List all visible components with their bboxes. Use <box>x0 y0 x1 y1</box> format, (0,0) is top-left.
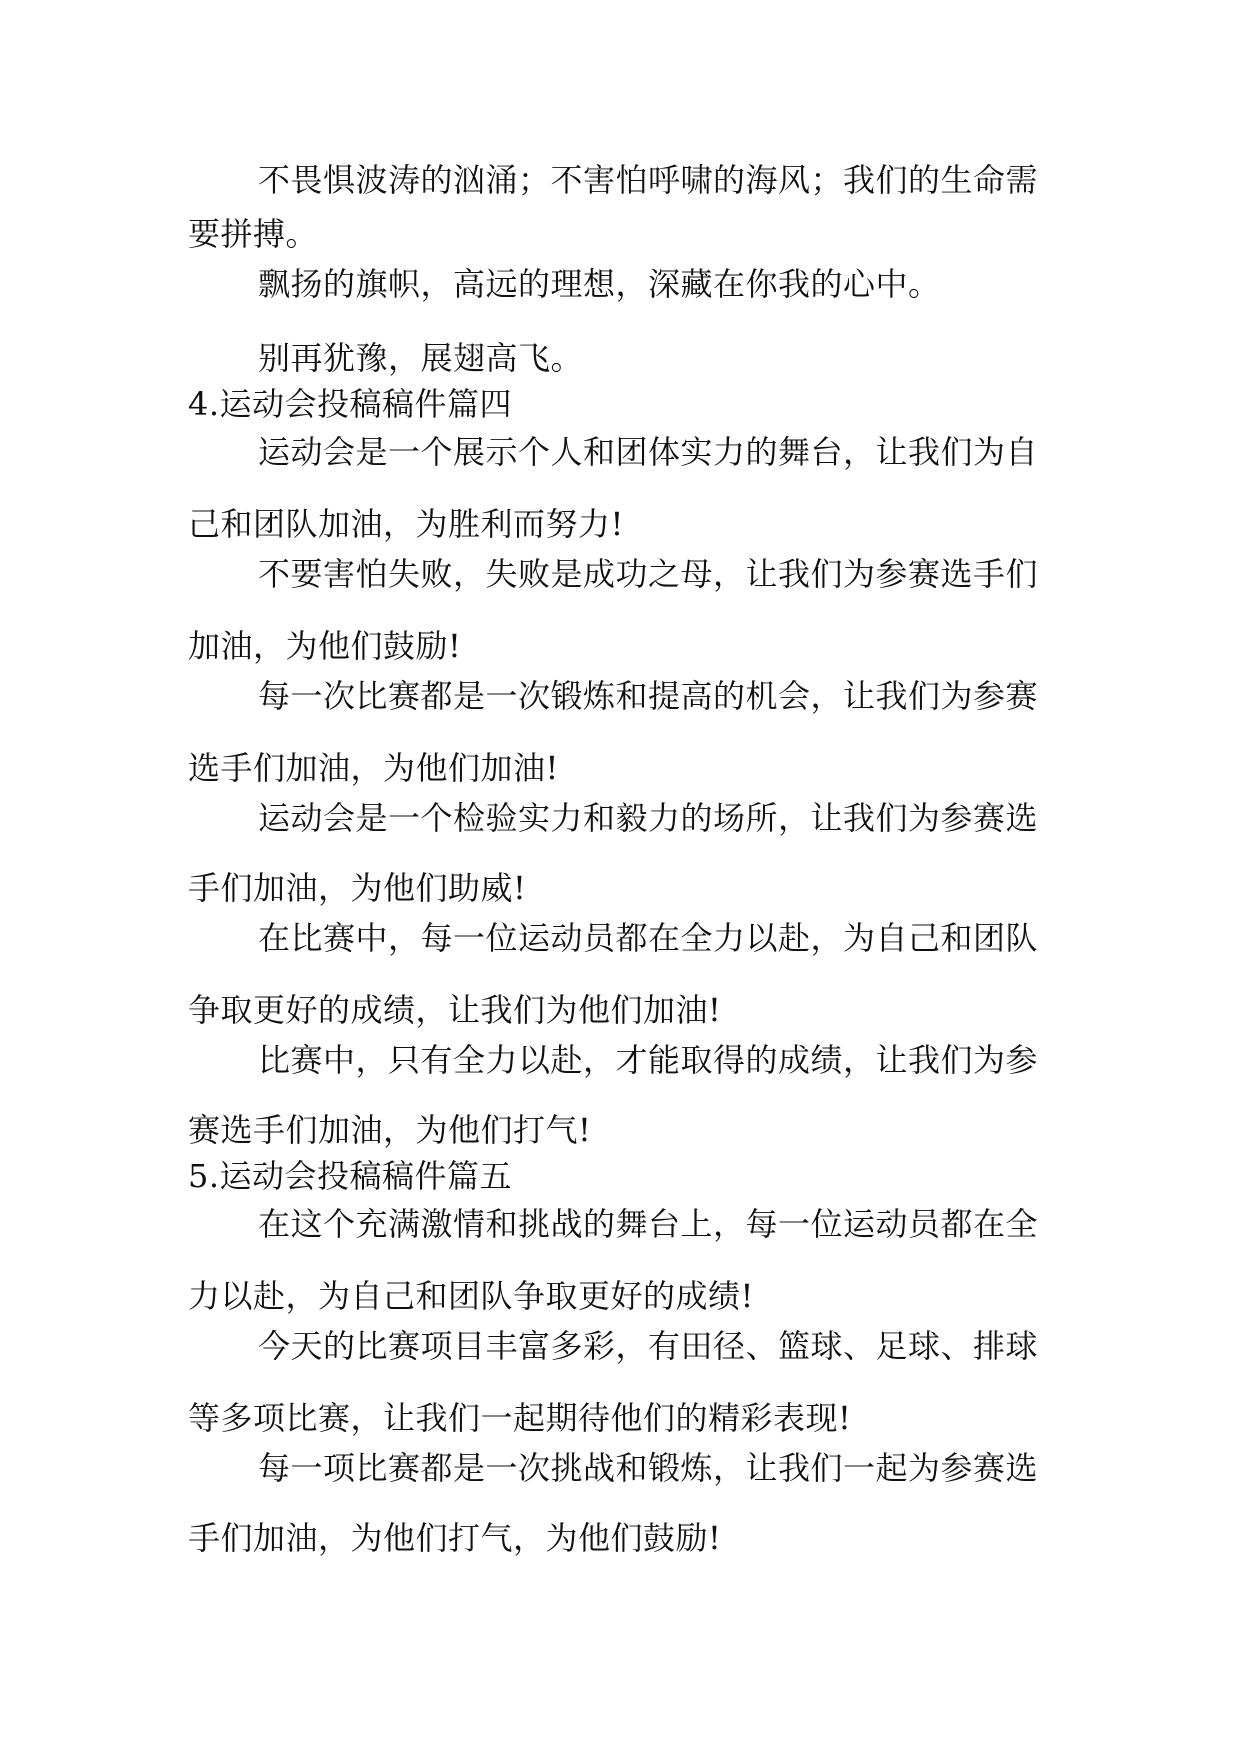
paragraph-line: 今天的比赛项目丰富多彩，有田径、篮球、足球、排球 <box>258 1327 1039 1365</box>
section-heading: 5.运动会投稿稿件篇五 <box>188 1157 513 1195</box>
paragraph-line: 运动会是一个展示个人和团体实力的舞台，让我们为自 <box>258 433 1039 471</box>
paragraph-line: 运动会是一个检验实力和毅力的场所，让我们为参赛选 <box>258 799 1039 837</box>
paragraph-line: 等多项比赛，让我们一起期待他们的精彩表现! <box>188 1399 852 1437</box>
paragraph-line: 不畏惧波涛的汹涌；不害怕呼啸的海风；我们的生命需 <box>258 161 1039 199</box>
paragraph-line: 力以赴，为自己和团队争取更好的成绩! <box>188 1277 754 1315</box>
paragraph-line: 赛选手们加油，为他们打气! <box>188 1111 592 1149</box>
paragraph-line: 别再犹豫，展翅高飞。 <box>258 339 584 377</box>
paragraph-line: 己和团队加油，为胜利而努力! <box>188 505 624 543</box>
paragraph-line: 在这个充满激情和挑战的舞台上，每一位运动员都在全 <box>258 1205 1039 1243</box>
paragraph-line: 加油，为他们鼓励! <box>188 627 462 665</box>
paragraph-line: 飘扬的旗帜，高远的理想，深藏在你我的心中。 <box>258 265 941 303</box>
paragraph-line: 要拼搏。 <box>188 215 319 253</box>
paragraph-line: 在比赛中，每一位运动员都在全力以赴，为自己和团队 <box>258 919 1039 957</box>
paragraph-line: 每一项比赛都是一次挑战和锻炼，让我们一起为参赛选 <box>258 1449 1039 1487</box>
section-heading: 4.运动会投稿稿件篇四 <box>188 385 513 423</box>
paragraph-line: 每一次比赛都是一次锻炼和提高的机会，让我们为参赛 <box>258 677 1039 715</box>
paragraph-line: 不要害怕失败，失败是成功之母，让我们为参赛选手们 <box>258 555 1039 593</box>
paragraph-line: 选手们加油，为他们加油! <box>188 749 559 787</box>
paragraph-line: 争取更好的成绩，让我们为他们加油! <box>188 991 722 1029</box>
paragraph-line: 比赛中，只有全力以赴，才能取得的成绩，让我们为参 <box>258 1041 1039 1079</box>
paragraph-line: 手们加油，为他们助威! <box>188 869 527 907</box>
paragraph-line: 手们加油，为他们打气，为他们鼓励! <box>188 1519 722 1557</box>
